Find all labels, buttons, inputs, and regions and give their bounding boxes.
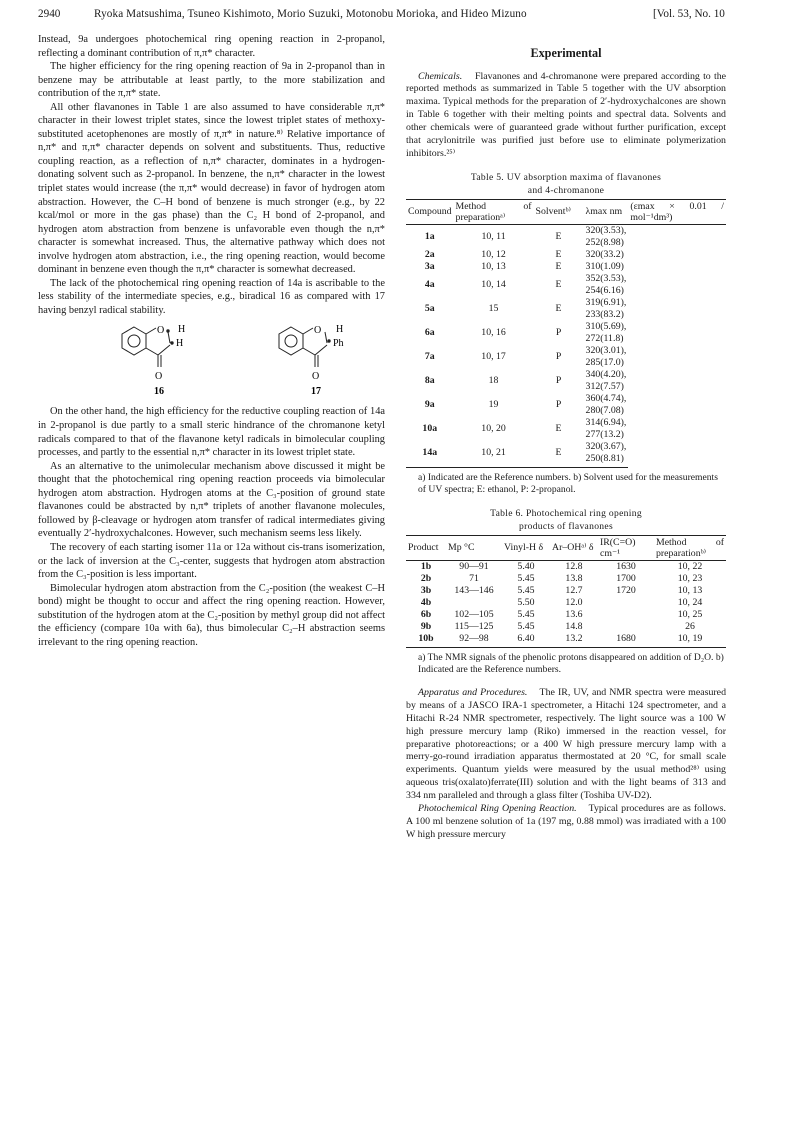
- table-cell: 2a: [424, 248, 435, 260]
- chem17-o: O: [314, 325, 322, 337]
- table5-caption: [406, 171, 726, 197]
- table5-footnote: a) Indicated are the Reference numbers. b) Solvent used for the measurements of UV spectra; E: ethanol, P: 2-propanol.: [418, 471, 718, 496]
- table-cell: 115—125: [454, 620, 494, 632]
- table-cell: 3b: [420, 584, 432, 596]
- author-line: Ryoka Matsushima, Tsuneo Kishimoto, Morio Suzuki, Motonobu Morioka, and Hideo Mizuno: [94, 8, 527, 20]
- table-cell: 320(3.01), 285(17.0): [585, 344, 627, 368]
- paragraph-text: Typical procedures are as follows. A 100 ml benzene solution of 1a (197 mg, 0.88 mmol) was irradiated with a 100 W high pressure mercury: [406, 803, 726, 840]
- table-row: [406, 321, 726, 345]
- table-row: [406, 560, 726, 573]
- table-row: [406, 249, 726, 261]
- table-cell: 310(5.69), 272(11.8): [585, 320, 627, 344]
- table-cell: 5.45: [517, 584, 535, 596]
- table-cell: 320(33.2): [585, 248, 624, 260]
- paragraph: All other flavanones in Table 1 are also assumed to have considerable π,π* character in their lowest triplet states, since the lowest triplet states of methoxy-substituted acetophenones are mostly of π,π* in nature.⁸⁾ Relative importance of n,π* and π,π* character depends on solvent and substituents. Thus, reductive coupling reaction, as a reflection of n,π* character, dominates in a hydrogen-donating solvent such as 2-propanol. In benzene, the n,π* character in the lowest triplet states would increase (the π,π* would decrease) in favor of hydrogen atom abstraction. However, the C–H bond of benzene is much stronger (e.g., by 22 kcal/mol or more in the gas phase) than the C₂ H bond of 2-propanol, and hydrogen atom abstraction from benzene is unfavorable even though the n,π* character is somewhat increased. Thus, the alternative pathway which does not involve hydrogen atom abstraction, i.e., the ring opening reaction, would become dominant in benzene even though the π,π* character is somewhat decreased.: [38, 101, 385, 276]
- volume-info: [Vol. 53, No. 10: [653, 8, 725, 20]
- table-cell: 1720: [616, 584, 636, 596]
- table-cell: 102—105: [454, 608, 494, 620]
- table-cell: 5.50: [517, 596, 535, 608]
- paragraph-photochemical: [406, 803, 726, 842]
- run-in-heading: Chemicals.: [418, 70, 463, 82]
- table-cell: [598, 609, 654, 621]
- table-cell: 319(6.91), 233(83.2): [585, 296, 627, 320]
- table-cell: 1700: [616, 572, 636, 584]
- th-mp: Mp °C: [446, 535, 502, 560]
- table-cell: 10, 24: [677, 596, 703, 608]
- table6: [406, 535, 726, 648]
- table-cell: 12.8: [565, 560, 583, 572]
- table6-footnote: a) The NMR signals of the phenolic protons disappeared on addition of D₂O. b) Indicated are the Reference numbers.: [418, 651, 724, 676]
- table-cell: P: [555, 350, 562, 362]
- table-cell: 6b: [420, 608, 432, 620]
- table-cell: 6a: [424, 326, 435, 338]
- chem16-o: O: [157, 325, 165, 337]
- table-cell: E: [555, 248, 562, 260]
- structure-16: [122, 327, 173, 367]
- table-cell: 2b: [420, 572, 432, 584]
- table-cell: 12.7: [565, 584, 583, 596]
- structure-17: [279, 327, 330, 367]
- table-row: [406, 417, 726, 441]
- table-cell: 10, 19: [654, 633, 726, 648]
- table-cell: 314(6.94), 277(13.2): [585, 416, 627, 440]
- paragraph: The recovery of each starting isomer 11a or 12a without cis-trans isomerization, or the lack of inversion at the C₃-center, suggests that hydrogen atom abstraction from the C₃-position is less important.: [38, 541, 385, 581]
- table-row: [406, 261, 726, 273]
- table-cell: 1630: [616, 560, 636, 572]
- table-row: [406, 273, 726, 297]
- table-cell: 10, 16: [481, 326, 506, 338]
- table-cell: P: [555, 398, 562, 410]
- table-cell: P: [555, 374, 562, 386]
- th-solvent: Solventᵇ⁾: [534, 199, 584, 224]
- table-cell: 13.2: [550, 633, 598, 648]
- table-cell: 9a: [424, 398, 435, 410]
- table-cell: 4a: [424, 278, 435, 290]
- th-vinyl: Vinyl-H δ: [502, 535, 550, 560]
- th-aroh: Ar–OHᵃ⁾ δ: [550, 535, 598, 560]
- table-cell: 1680: [598, 633, 654, 648]
- table-cell: 352(3.53), 254(6.16): [585, 272, 627, 296]
- chem16-h2: H: [176, 338, 184, 350]
- table-cell: E: [534, 441, 584, 468]
- table-row: [406, 609, 726, 621]
- table-cell: 10, 20: [481, 422, 506, 434]
- table-cell: E: [555, 422, 562, 434]
- table-cell: 10, 23: [677, 572, 703, 584]
- paragraph-text: Flavanones and 4-chromanone were prepared according to the reported methods as summarized in Table 5 together with the UV absorption maxima. Typical methods for the preparation of 2′-hydroxychalcones are shown in Table 6 together with their melting points and spectral data. Solvents and other chemicals were of guaranteed grade without further purification, except that acrylonitrile was purified just before use to eliminate polymerization inhibitors.²⁵⁾: [406, 70, 727, 159]
- table-cell: 5.45: [517, 608, 535, 620]
- table-cell: 8a: [424, 374, 435, 386]
- table5-caption-line1: Table 5. UV absorption maxima of flavanones: [470, 171, 662, 183]
- table-cell: 10, 25: [677, 608, 703, 620]
- table-cell: 9b: [420, 620, 432, 632]
- th-epsilon: (εmax × 0.01 / mol⁻¹dm³): [630, 200, 724, 223]
- paragraph-text: The IR, UV, and NMR spectra were measured by means of a JASCO IRA-1 spectrometer, a Hitachi 124 spectrometer, and a Hitachi R-24 NMR spectrometer, respectively. The light source was a 100 W high pressure mercury lamp (Riko) immersed in the reaction vessel, for preparative photoreactions; or a 400 W high pressure mercury lamp with a merry-go-round irradiation apparatus thermostated at 20 °C, for small scale experiments. Quantum yields were measured by the usual method²⁸⁾ using aqueous tris(oxalato)ferrate(III) solution and with the light beams of 313 and 334 nm paralleled and through a glass filter (Toshiba UV-D2).: [406, 686, 727, 802]
- table-cell: E: [555, 278, 562, 290]
- table-cell: 320(3.67), 250(8.81): [584, 441, 629, 468]
- table-row: [406, 585, 726, 597]
- table-cell: E: [555, 302, 562, 314]
- paragraph: Instead, 9a undergoes photochemical ring opening reaction in 2-propanol, reflecting a dominant contribution of π,π* character.: [38, 34, 385, 59]
- table-cell: 10b: [406, 633, 446, 648]
- compound-label-17: 17: [311, 386, 321, 398]
- structures-svg: [38, 319, 385, 399]
- th-compound: Compound: [406, 199, 454, 224]
- table-cell: 7a: [424, 350, 435, 362]
- table-cell: 310(1.09): [585, 260, 624, 272]
- table-row: [406, 597, 726, 609]
- table-cell: 5.45: [517, 620, 535, 632]
- table5-caption-line2: and 4-chromanone: [527, 184, 605, 196]
- table-cell: 10, 13: [481, 260, 506, 272]
- table-cell: 26: [685, 620, 695, 632]
- table-cell: P: [555, 326, 562, 338]
- th-method6: Method of preparationᵇ⁾: [656, 536, 724, 559]
- table-cell: 5.45: [517, 572, 535, 584]
- table-cell: 71: [469, 572, 479, 584]
- chemical-structures: [38, 319, 385, 399]
- table-cell: 19: [488, 398, 499, 410]
- table-cell: 143—146: [454, 584, 494, 596]
- table-row: [406, 393, 726, 417]
- th-product: Product: [406, 535, 446, 560]
- table6-caption: [406, 507, 726, 533]
- th-lambda: λmax nm: [584, 199, 629, 224]
- paragraph-chemicals: [406, 71, 726, 161]
- table-cell: 1a: [424, 230, 435, 242]
- table-cell: 14.8: [565, 620, 583, 632]
- table5-body: [406, 224, 726, 467]
- table6-caption-line1: Table 6. Photochemical ring opening: [490, 507, 642, 519]
- table-cell: E: [555, 230, 562, 242]
- paragraph: On the other hand, the high efficiency for the reductive coupling reaction of 14a in 2-propanol is due partly to a small steric hindrance of the chromanone ketyl radicals compared to that of the flavanone ketyl radicals in bimolecular coupling processes, and partly to the essential n,π* character in its lowest triplet state.: [38, 406, 385, 459]
- table5: [406, 199, 726, 468]
- table-cell: 10, 14: [481, 278, 506, 290]
- table-cell: 4b: [420, 596, 432, 608]
- table-cell: 13.6: [565, 608, 583, 620]
- th-ir: IR(C=O) cm⁻¹: [598, 535, 654, 560]
- table-row: [406, 441, 726, 468]
- table-cell: E: [555, 260, 562, 272]
- page-number: 2940: [38, 8, 61, 20]
- table-row: [406, 633, 726, 648]
- chem16-h1: H: [178, 324, 186, 336]
- table-cell: 10, 13: [677, 584, 703, 596]
- table-cell: 10, 21: [454, 441, 534, 468]
- table-cell: 10, 12: [481, 248, 506, 260]
- paragraph: The higher efficiency for the ring opening reaction of 9a in 2-propanol than in benzene may be attributable at least partly, to the more stabilization and contribution of the π,π* state.: [38, 61, 385, 100]
- table-row: [406, 297, 726, 321]
- section-title: Experimental: [530, 46, 602, 60]
- table-cell: 92—98: [446, 633, 502, 648]
- table-cell: 320(3.53), 252(8.98): [585, 224, 627, 248]
- table-cell: 18: [488, 374, 499, 386]
- table-cell: 14a: [406, 441, 454, 468]
- table-cell: 5.40: [517, 560, 535, 572]
- right-column: [406, 33, 726, 842]
- table-cell: 10, 11: [481, 230, 506, 242]
- paragraph: Bimolecular hydrogen atom abstraction from the C₂-position (the weakest C–H bond) might be thought to occur and affect the ring opening reaction. However, substitution of the hydrogen atom at the C₂-position by methyl group did not affect the efficiency (compare 10a with 6a), thus bimolecular C₂–H abstraction seems irrelevant to the ring opening reaction.: [38, 582, 385, 648]
- th-method: Method of preparationᵃ⁾: [455, 200, 532, 223]
- left-column: [38, 33, 385, 649]
- table-cell: [598, 597, 654, 609]
- table-cell: 340(4.20), 312(7.57): [585, 368, 627, 392]
- chem17-h: H: [336, 324, 344, 336]
- table-cell: 15: [488, 302, 499, 314]
- running-header: [38, 8, 758, 24]
- table-cell: 13.8: [565, 572, 583, 584]
- table6-body: [406, 560, 726, 647]
- table-cell: 10, 17: [481, 350, 506, 362]
- table-cell: 90—91: [459, 560, 489, 572]
- table-cell: 5a: [424, 302, 435, 314]
- run-in-heading: Photochemical Ring Opening Reaction.: [418, 803, 577, 815]
- compound-label-16: 16: [154, 386, 164, 398]
- chem17-carbonyl-o: O: [312, 371, 320, 383]
- table-row: [406, 573, 726, 585]
- table-cell: 6.40: [502, 633, 550, 648]
- table-row: [406, 369, 726, 393]
- table-cell: 3a: [424, 260, 435, 272]
- table-row: [406, 345, 726, 369]
- chem17-ph: Ph: [333, 338, 344, 350]
- table-cell: [598, 621, 654, 633]
- table-row: [406, 224, 726, 249]
- table-cell: 10a: [422, 422, 438, 434]
- table-row: [406, 621, 726, 633]
- table-cell: 1b: [420, 560, 432, 572]
- paragraph-apparatus: [406, 687, 726, 803]
- table-cell: 10, 22: [677, 560, 703, 572]
- table6-caption-line2: products of flavanones: [519, 520, 613, 532]
- table-cell: 360(4.74), 280(7.08): [585, 392, 627, 416]
- chem16-carbonyl-o: O: [155, 371, 163, 383]
- paragraph: The lack of the photochemical ring opening reaction of 14a is ascribable to the less stability of the intermediate species, e.g., biradical 16 as compared with 17 having benzyl radical stability.: [38, 277, 385, 316]
- table-cell: [446, 597, 502, 609]
- paragraph: As an alternative to the unimolecular mechanism above discussed it might be thought that the photochemical ring opening reaction proceeds via bimolecular hydrogen atom abstraction. Hydrogen atoms at the C₃-position of ground state flavanones could be abstracted by n,π* triplets of another flavanone molecules, followed by β-cleavage or hydrogen atom transfer of radical intermediates giving eventually 2′-hydroxychalcones. However, such mechanism seems less likely.: [38, 460, 385, 540]
- table-cell: 12.0: [565, 596, 583, 608]
- run-in-heading: Apparatus and Procedures.: [418, 686, 528, 698]
